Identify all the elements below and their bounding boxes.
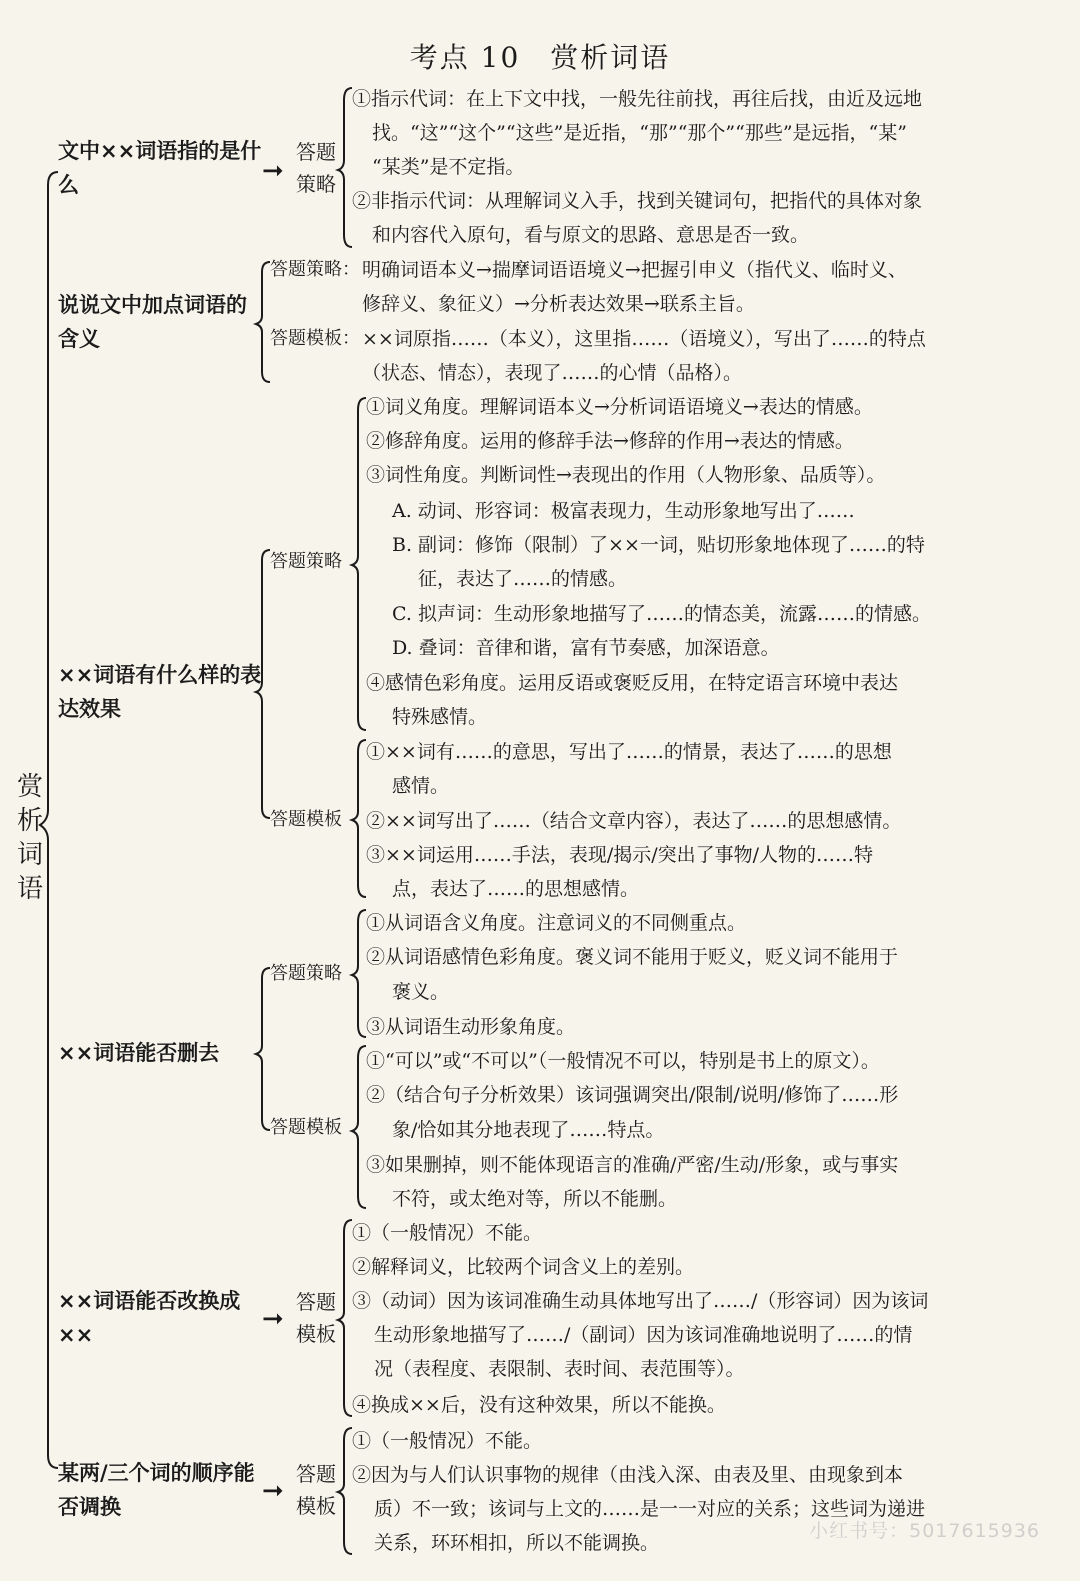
arrow-icon: ➞ bbox=[262, 156, 284, 186]
topic-2: 说说文中加点词语的含义 bbox=[58, 293, 247, 351]
text-line: ③从词语生动形象角度。 bbox=[366, 1016, 576, 1038]
text-line: ①××词有……的意思，写出了……的情景，表达了……的思想 bbox=[366, 741, 892, 763]
template-label-t3: 答题模板 bbox=[270, 809, 342, 830]
text-line: 找。“这”“这个”“这些”是近指，“那”“那个”“那些”是远指，“某” bbox=[372, 122, 907, 144]
text-line: ②从词语感情色彩角度。褒义词不能用于贬义，贬义词不能用于 bbox=[366, 946, 899, 968]
text-line: 褒义。 bbox=[392, 981, 450, 1003]
text-line: ②××词写出了……（结合文章内容），表达了……的思想感情。 bbox=[366, 810, 902, 832]
text-line: D. 叠词：音律和谐，富有节奏感，加深语意。 bbox=[392, 637, 780, 659]
text-line: ①词义角度。理解词语本义→分析词语语境义→表达的情感。 bbox=[366, 396, 873, 418]
template-label-t6 bbox=[292, 1458, 340, 1522]
text-line: B. 副词：修饰（限制）了××一词，贴切形象地体现了……的特 bbox=[392, 534, 925, 556]
text-line: 象/恰如其分地表现了……特点。 bbox=[392, 1119, 665, 1141]
text-line: ③（动词）因为该词准确生动具体地写出了……/（形容词）因为该词 bbox=[352, 1290, 929, 1312]
stack-label-bottom: 策略 bbox=[296, 172, 336, 196]
text-line: ②修辞角度。运用的修辞手法→修辞的作用→表达的情感。 bbox=[366, 430, 854, 452]
text-line: 和内容代入原句，看与原文的思路、意思是否一致。 bbox=[372, 224, 810, 246]
arrow-icon: ➞ bbox=[262, 1476, 284, 1506]
stack-label-bottom: 模板 bbox=[296, 1322, 336, 1346]
text-line: 况（表程度、表限制、表时间、表范围等）。 bbox=[374, 1358, 745, 1380]
text-line: ②（结合句子分析效果）该词强调突出/限制/说明/修饰了……形 bbox=[366, 1084, 899, 1106]
topic-4: ××词语能否删去 bbox=[58, 1041, 220, 1065]
brace-t3-strategy bbox=[352, 398, 366, 730]
strategy-label-t2: 答题策略： bbox=[270, 259, 360, 280]
strategy-label-t4: 答题策略 bbox=[270, 963, 342, 984]
template-label-t2: 答题模板： bbox=[270, 328, 360, 349]
text-line: ③××词运用……手法，表现/揭示/突出了事物/人物的……特 bbox=[366, 844, 874, 866]
text-line: 明确词语本义→揣摩词语语境义→把握引申义（指代义、临时义、 bbox=[362, 259, 907, 281]
arrow-icon: ➞ bbox=[262, 1304, 284, 1334]
text-line: ③词性角度。判断词性→表现出的作用（人物形象、品质等）。 bbox=[366, 464, 886, 486]
strategy-label-t3: 答题策略 bbox=[270, 551, 342, 572]
watermark: 小红书号：5017615936 bbox=[809, 1520, 1040, 1542]
text-line: ②因为与人们认识事物的规律（由浅入深、由表及里、由现象到本 bbox=[352, 1464, 904, 1486]
text-line: ④感情色彩角度。运用反语或褒贬反用，在特定语言环境中表达 bbox=[366, 672, 899, 694]
text-line: ①（一般情况）不能。 bbox=[352, 1222, 543, 1244]
text-line: 感情。 bbox=[392, 775, 450, 797]
text-line: （状态、情态），表现了……的心情（品格）。 bbox=[362, 362, 743, 384]
text-line: C. 拟声词：生动形象地描写了……的情态美，流露……的情感。 bbox=[392, 603, 931, 625]
page-title: 考点 10 赏析词语 bbox=[409, 41, 671, 74]
text-line: 特殊感情。 bbox=[392, 706, 488, 728]
text-line: 关系，环环相扣，所以不能调换。 bbox=[374, 1532, 660, 1554]
text-line: 质）不一致；该词与上文的……是一一对应的关系；这些词为递进 bbox=[374, 1498, 926, 1520]
stack-label-top: 答题 bbox=[296, 1290, 336, 1314]
topic-5: ××词语能否改换成×× bbox=[58, 1289, 241, 1347]
text-line: ①“可以”或“不可以”（一般情况不可以，特别是书上的原文）。 bbox=[366, 1050, 880, 1072]
brace-t4-strategy bbox=[352, 910, 366, 1037]
template-label-t5 bbox=[292, 1286, 340, 1350]
text-line: ①（一般情况）不能。 bbox=[352, 1430, 543, 1452]
text-line: 生动形象地描写了……/（副词）因为该词准确地说明了……的情 bbox=[374, 1324, 913, 1346]
brace-t6 bbox=[338, 1428, 352, 1554]
topic-6: 某两/三个词的顺序能否调换 bbox=[58, 1461, 255, 1519]
brace-t5 bbox=[338, 1220, 352, 1416]
brace-t4-template bbox=[352, 1046, 366, 1208]
root-label: 赏析词语 bbox=[16, 772, 43, 904]
text-line: ××词原指……（本义），这里指……（语境义），写出了……的特点 bbox=[362, 328, 926, 350]
text-line: ②解释词义，比较两个词含义上的差别。 bbox=[352, 1256, 695, 1278]
text-line: ③如果删掉，则不能体现语言的准确/严密/生动/形象，或与事实 bbox=[366, 1154, 899, 1176]
text-line: 点，表达了……的思想感情。 bbox=[392, 878, 640, 900]
text-line: 征，表达了……的情感。 bbox=[418, 568, 628, 590]
text-line: 不符，或太绝对等，所以不能删。 bbox=[392, 1188, 678, 1210]
stack-label-top: 答题 bbox=[296, 1462, 336, 1486]
text-line: ①从词语含义角度。注意词义的不同侧重点。 bbox=[366, 912, 747, 934]
text-line: “某类”是不定指。 bbox=[372, 156, 525, 178]
stack-label-top: 答题 bbox=[296, 140, 336, 164]
text-line: A. 动词、形容词：极富表现力，生动形象地写出了…… bbox=[392, 500, 855, 522]
template-label-t4: 答题模板 bbox=[270, 1117, 342, 1138]
text-line: ②非指示代词：从理解词义入手，找到关键词句，把指代的具体对象 bbox=[352, 190, 923, 212]
text-line: ①指示代词：在上下文中找，一般先往前找，再往后找，由近及远地 bbox=[352, 88, 923, 110]
text-line: 修辞义、象征义）→分析表达效果→联系主旨。 bbox=[362, 293, 755, 315]
brace-t3-template bbox=[352, 740, 366, 897]
strategy-label-t1 bbox=[292, 136, 340, 200]
brace-t1 bbox=[338, 88, 352, 247]
stack-label-bottom: 模板 bbox=[296, 1494, 336, 1518]
topic-1: 文中××词语指的是什么 bbox=[58, 139, 262, 197]
topic-3: ××词语有什么样的表达效果 bbox=[58, 663, 262, 721]
text-line: ④换成××后，没有这种效果，所以不能换。 bbox=[352, 1394, 726, 1416]
